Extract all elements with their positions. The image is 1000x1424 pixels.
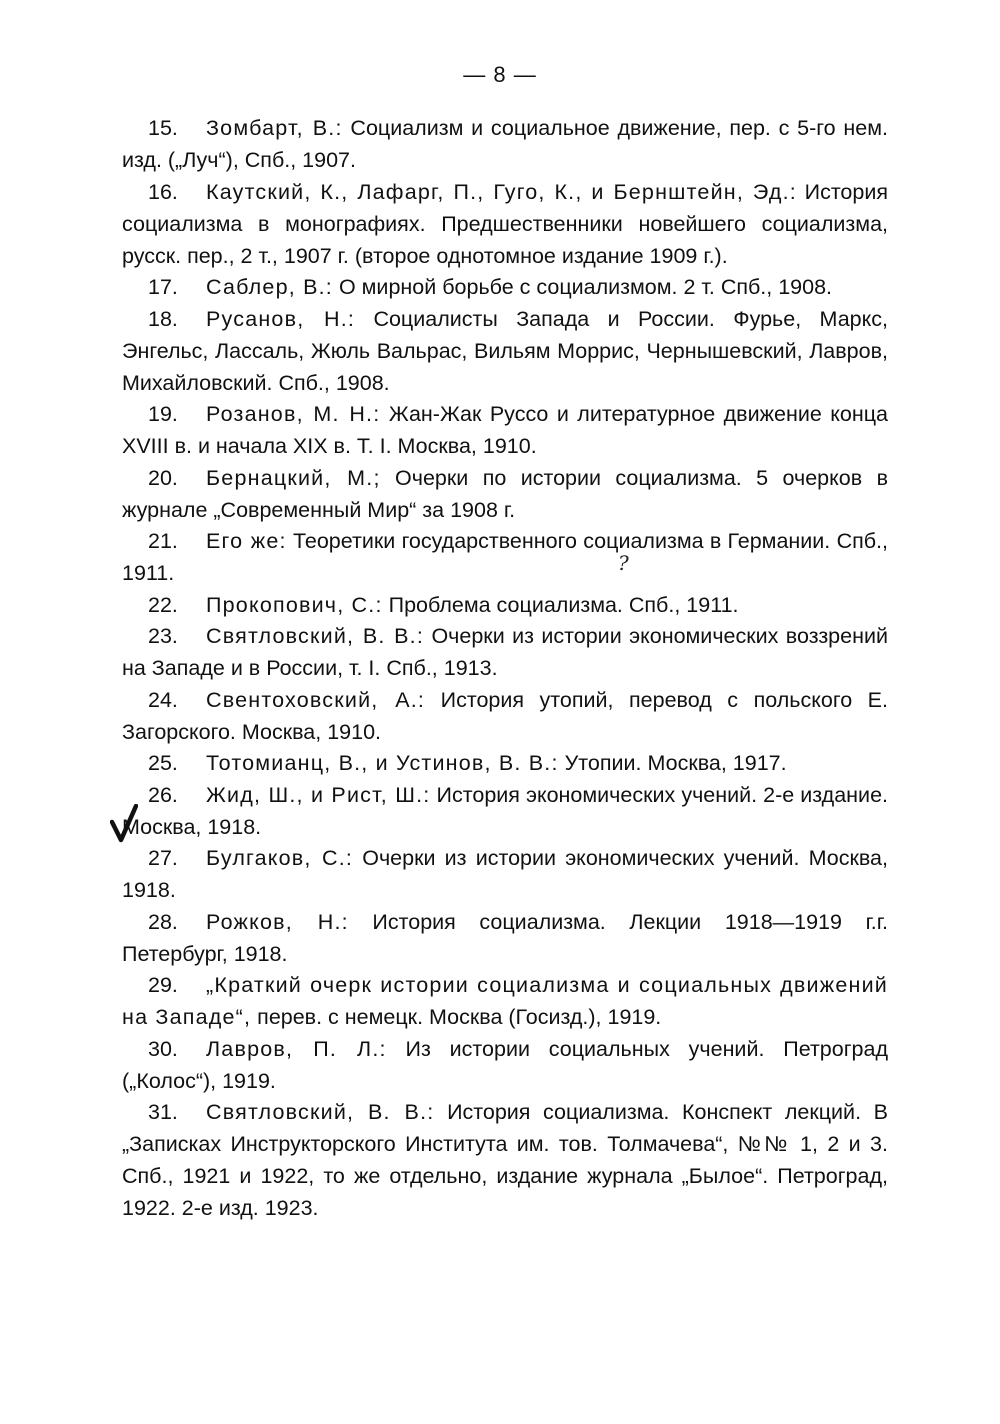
entry-number: 16. (148, 179, 178, 204)
bibliography-entry (122, 779, 888, 843)
entry-number: 15. (148, 116, 178, 140)
entry-text: О мирной борьбе с социализмом. 2 т. Спб., 1908. (338, 275, 833, 299)
entry-text: История социализма. Конспект лекций. В „Записках Инструкторского Института им. тов. Толмачева“, №№ 1, 2 и 3. Спб., 1921 и 1922, то же отдельно, издание журнала „Былое“. Петроград, 1922. 2-е изд. 1923. (122, 1100, 888, 1220)
entry-author: Жид, Ш., и Рист, Ш.: (206, 782, 431, 807)
entry-text: Социалисты Запада и России. Фурье, Маркс, Энгельс, Лассаль, Жюль Вальрас, Вильям Моррис, Чернышевский, Лавров, Михайловский. Спб., 1908. (122, 306, 888, 395)
page-number: — 8 — (463, 62, 537, 87)
entry-number: 27. (148, 846, 178, 870)
entry-number: 29. (148, 973, 178, 997)
entry-number: 22. (148, 592, 178, 617)
entry-text: Очерки из истории экономических учений. Москва, 1918. (122, 846, 888, 902)
bibliography-entry (122, 969, 888, 1033)
bibliography-entry (122, 1096, 888, 1224)
entry-number: 18. (148, 306, 178, 331)
entry-number: 21. (148, 529, 178, 553)
bibliography-entry (122, 620, 888, 684)
entry-number: 19. (148, 402, 178, 426)
entry-text: История социализма. Лекции 1918—1919 г.г. Петербург, 1918. (122, 909, 888, 966)
entry-author: Булгаков, С.: (206, 846, 354, 870)
entry-text: Теоретики государственного социализма в Германии. Спб., 1911. (122, 529, 888, 585)
bibliography-entry (122, 398, 888, 462)
entry-number: 26. (148, 782, 178, 807)
bibliography-entry (122, 842, 888, 906)
entry-author: Прокопович, С.: (206, 592, 383, 617)
entry-number: 17. (148, 275, 178, 299)
entry-text: Жан-Жак Руссо и литературное движение конца XVIII в. и начала XIX в. Т. I. Москва, 1910. (122, 402, 888, 458)
entry-text: История экономических учений. 2-е издание. Москва, 1918. (122, 782, 888, 839)
bibliography-entry (122, 271, 888, 303)
entry-number: 23. (148, 624, 178, 648)
entry-author: Саблер, В.: (206, 275, 333, 299)
entry-author: Тотомианц, В., и Устинов, В. В.: (206, 751, 559, 775)
entry-text: История социализма в монографиях. Предшественники новейшего социализма, русск. пер., 2 т., 1907 г. (второе однотомное издание 1909 г.). (122, 179, 888, 268)
entry-author: „Краткий очерк истории социализма и социальных движений на Западе“, (122, 973, 888, 1029)
bibliography-entry (122, 1033, 888, 1097)
entry-author: Святловский, В. В.: (206, 1100, 435, 1124)
entry-text: Утопии. Москва, 1917. (564, 751, 787, 775)
entry-text: Проблема социализма. Спб., 1911. (388, 592, 739, 617)
entry-text: Очерки по истории социализма. 5 очерков в журнале „Современный Мир“ за 1908 г. (122, 465, 888, 522)
entry-text: Социализм и социальное движение, пер. с 5-го нем. изд. („Луч“), Спб., 1907. (122, 116, 888, 172)
entry-author: Его же: (206, 529, 287, 553)
pencil-annotation: ? (618, 551, 629, 575)
bibliography-entry (122, 747, 888, 779)
bibliography-entry (122, 303, 888, 399)
entry-number: 31. (148, 1100, 178, 1124)
entry-number: 28. (148, 909, 178, 934)
entry-text: История утопий, перевод с польского Е. Загорского. Москва, 1910. (122, 687, 888, 744)
bibliography-entry (122, 906, 888, 970)
entry-author: Каутский, К., Лафарг, П., Гуго, К., и Бернштейн, Эд.: (206, 179, 797, 204)
entry-author: Бернацкий, М.; (206, 465, 381, 490)
entry-number: 30. (148, 1036, 178, 1061)
entry-number: 25. (148, 751, 178, 775)
entry-author: Лавров, П. Л.: (206, 1036, 387, 1061)
bibliography-entry (122, 462, 888, 526)
entry-text: перев. с немецк. Москва (Госизд.), 1919. (257, 1005, 662, 1029)
bibliography-entry (122, 176, 888, 272)
entry-text: Из истории социальных учений. Петроград („Колос“), 1919. (122, 1036, 889, 1093)
entry-author: Зомбарт, В.: (206, 116, 343, 140)
entry-number: 24. (148, 687, 178, 712)
bibliography-list (122, 112, 888, 1224)
entry-number: 20. (148, 465, 178, 490)
entry-author: Святловский, В. В.: (206, 624, 425, 648)
entry-author: Розанов, М. Н.: (206, 402, 381, 426)
bibliography-entry (122, 525, 888, 589)
bibliography-entry (122, 684, 888, 748)
entry-text: Очерки из истории экономических воззрений на Западе и в России, т. I. Спб., 1913. (122, 624, 888, 680)
bibliography-entry (122, 589, 888, 621)
entry-author: Свентоховский, А.: (206, 687, 426, 712)
entry-author: Рожков, Н.: (206, 909, 349, 934)
entry-author: Русанов, Н.: (206, 306, 356, 331)
bibliography-entry (122, 112, 888, 176)
